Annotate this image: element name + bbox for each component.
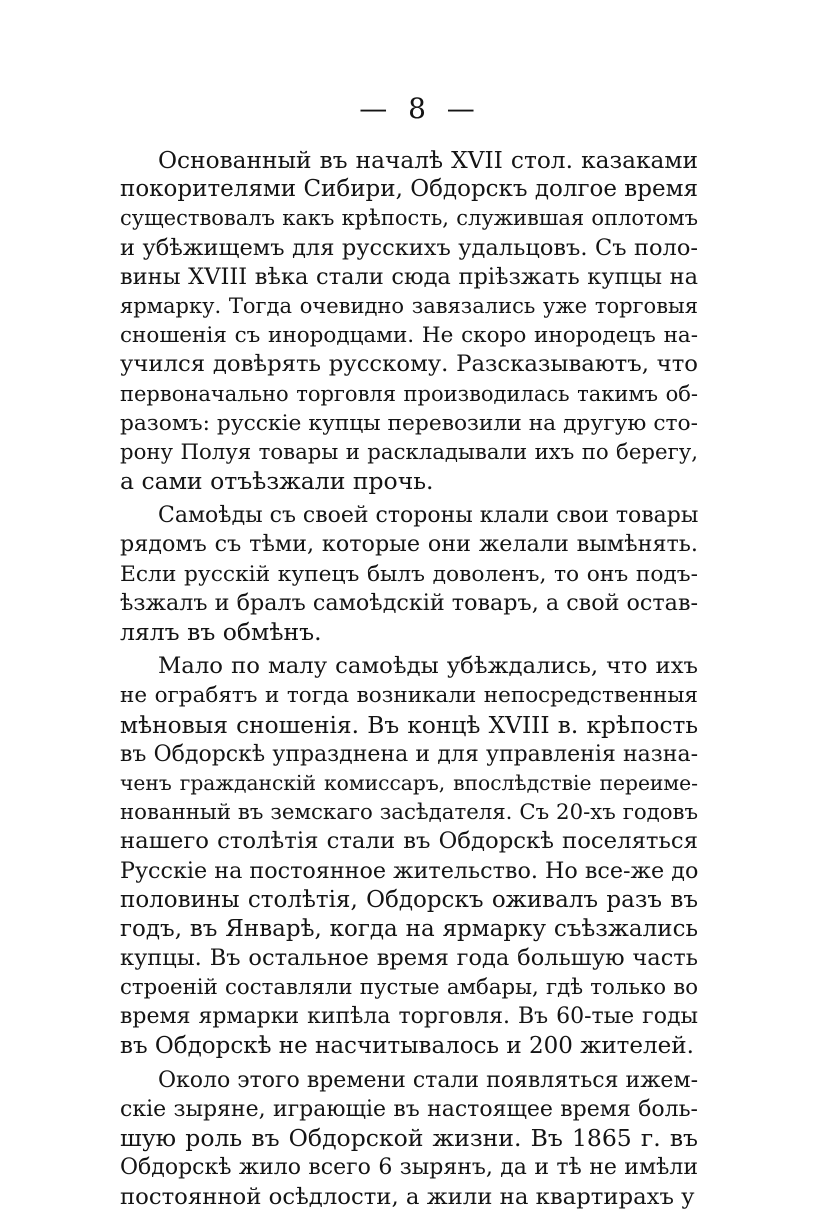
text-line: и убѣжищемъ для русскихъ удальцовъ. Съ поло- (120, 234, 698, 261)
text-line: ченъ гражданскій комиссаръ, впослѣдствіе переиме- (120, 770, 698, 795)
text-line: шую роль въ Обдорской жизни. Въ 1865 г. въ (120, 1124, 698, 1153)
text-line: лялъ въ обмѣнъ. (120, 618, 322, 646)
text-line: учился довѣрять русскому. Разсказываютъ, что (120, 351, 698, 378)
text-line: строеній составляли пустые амбары, гдѣ только во (120, 975, 698, 1001)
text-line: а сами отъѣзжали прочь. (120, 467, 434, 496)
text-line: рядомъ съ тѣми, которые они желали вымѣнять. (120, 531, 698, 558)
paragraph (120, 501, 698, 647)
text-line: купцы. Въ остальное время года большую часть (120, 945, 698, 972)
text-line: нашего столѣтія стали въ Обдорскѣ поселяться (120, 828, 698, 855)
paragraph (120, 652, 698, 1061)
text-line: половины столѣтія, Обдорскъ оживалъ разъ въ (120, 886, 698, 913)
text-line: разомъ: русскіе купцы перевозили на другую сто- (120, 410, 698, 436)
text-line: Около этого времени стали появляться ижем- (158, 1067, 698, 1093)
text-line: рону Полуя товары и раскладывали ихъ по берегу, (120, 439, 698, 465)
text-line: не ограбятъ и тогда возникали непосредственныя (120, 683, 698, 709)
text-line: годъ, въ Январѣ, когда на ярмарку съѣзжались (120, 915, 698, 942)
text-line: скіе зыряне, играющіе въ настоящее время боль- (120, 1097, 698, 1122)
text-line: время ярмарки кипѣла торговля. Въ 60-тые годы (120, 1004, 698, 1030)
text-line: Обдорскѣ жило всего 6 зырянъ, да и тѣ не имѣли (120, 1155, 698, 1181)
text-line: ярмарку. Тогда очевидно завязались уже торговыя (120, 293, 698, 318)
page-number: — 8 — (359, 92, 481, 125)
text-line: Самоѣды съ своей стороны клали свои товары (158, 503, 698, 529)
text-line: существовалъ какъ крѣпость, служившая оплотомъ (120, 206, 698, 231)
paragraph (120, 146, 698, 496)
text-line: нованный въ земскаго засѣдателя. Съ 20-хъ годовъ (120, 800, 698, 826)
text-line: Если русскій купецъ былъ доволенъ, то онъ подъ- (120, 561, 698, 587)
text-line: въ Обдорскѣ упразднена и для управленія назна- (120, 741, 698, 767)
text-line: Основанный въ началѣ XVII стол. казаками (158, 147, 698, 174)
text-line: первоначально торговля производилась такимъ об- (120, 381, 698, 406)
text-line: въ Обдорскѣ не насчитывалось и 200 жителей. (120, 1032, 694, 1059)
text-line: ѣзжалъ и бралъ самоѣдскій товаръ, а свой остав- (120, 589, 698, 616)
text-line: Мало по малу самоѣды убѣждались, что ихъ (158, 653, 698, 680)
text-line: Русскіе на постоянное жительство. Но все-же до (120, 857, 698, 884)
text-line: покорителями Сибири, Обдорскъ долгое время (120, 176, 698, 203)
text-line: мѣновыя сношенія. Въ концѣ XVIII в. крѣпость (120, 711, 698, 739)
text-line: сношенія съ инородцами. Не скоро инородецъ на- (120, 323, 698, 349)
text-line: вины XVIII вѣка стали сюда пріѣзжать купцы на (120, 263, 698, 290)
body-text (120, 146, 698, 1212)
text-line: постоянной осѣдлости, а жили на квартирахъ у (120, 1183, 695, 1210)
paragraph (120, 1066, 698, 1212)
